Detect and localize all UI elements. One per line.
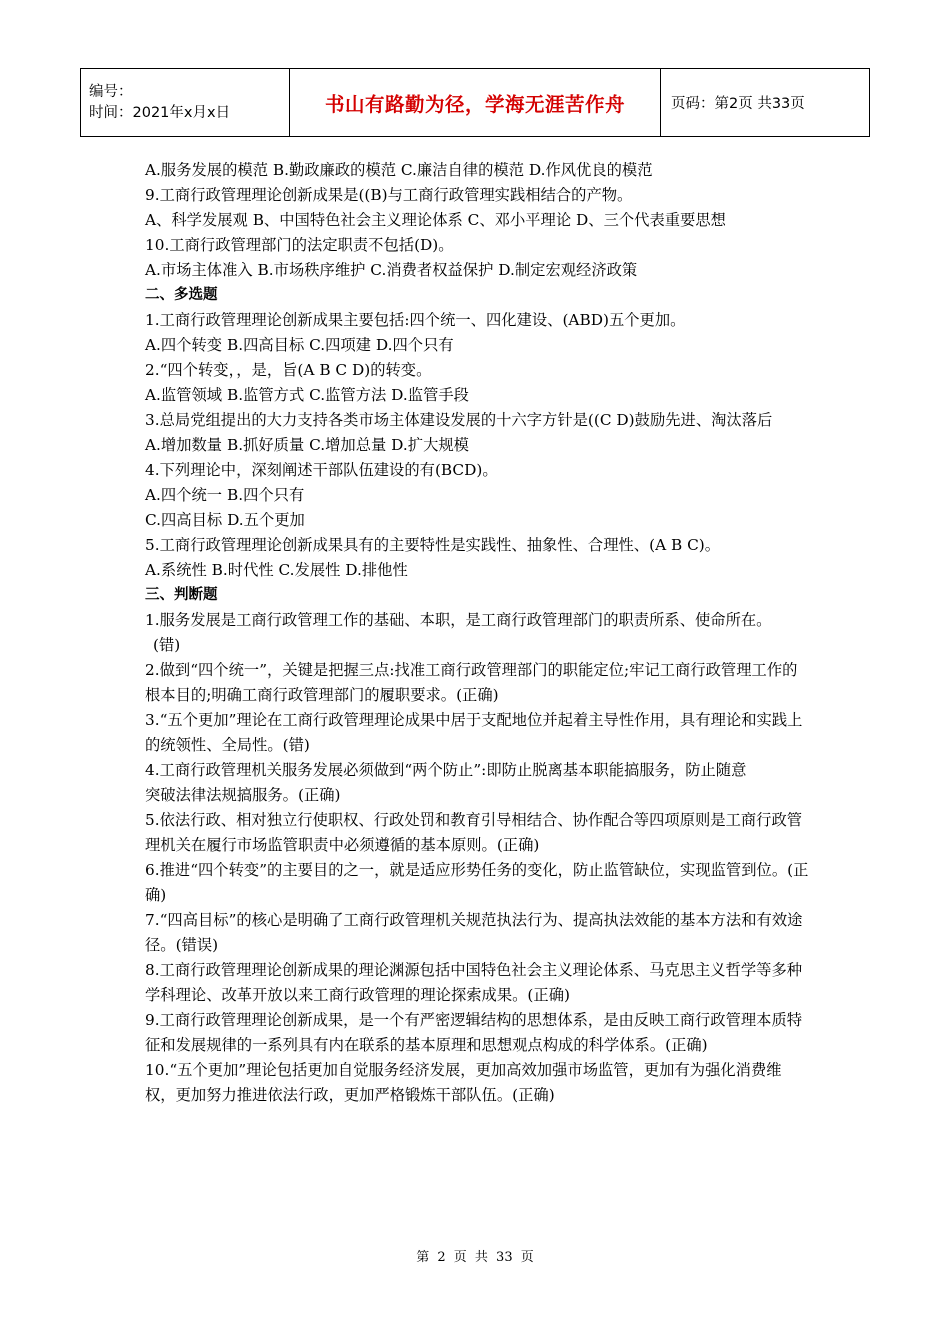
text-line: 3.总局党组提出的大力支持各类市场主体建设发展的十六字方针是((C D)鼓励先进、淘汰落后 — [145, 411, 773, 429]
number-label: 编号： — [89, 83, 133, 100]
text-line: 突破法律法规搞服务。(正确) — [145, 786, 341, 804]
text-line: 1.工商行政管理理论创新成果主要包括:四个统一、四化建设、(ABD)五个更加。 — [145, 311, 686, 329]
document-header — [80, 68, 870, 137]
text-line: 9.工商行政管理理论创新成果，是一个有严密逻辑结构的思想体系，是由反映工商行政管理本质特征和发展规律的一系列具有内在联系的基本原理和思想观点构成的科学体系。(正确) — [145, 1011, 803, 1054]
time-label: 时间：2021年x月x日 — [89, 104, 231, 121]
header-motto: 书山有路勤为径，学海无涯苦作舟 — [290, 69, 661, 137]
text-line: A.四个转变 B.四高目标 C.四项建 D.四个只有 — [145, 336, 454, 354]
page-footer: 第 2 页 共 33 页 — [416, 1250, 534, 1265]
header-meta — [81, 69, 290, 137]
text-line: 7.“四高目标”的核心是明确了工商行政管理机关规范执法行为、提高执法效能的基本方法和有效途径。(错误) — [145, 911, 803, 954]
text-line: 9.工商行政管理理论创新成果是((B)与工商行政管理实践相结合的产物。 — [145, 186, 633, 204]
text-line: 4.下列理论中，深刻阐述干部队伍建设的有(BCD)。 — [145, 461, 498, 479]
text-line: 3.“五个更加”理论在工商行政管理理论成果中居于支配地位并起着主导性作用，具有理论和实践上的统领性、全局性。(错) — [145, 711, 803, 754]
text-line: A.市场主体准入 B.市场秩序维护 C.消费者权益保护 D.制定宏观经济政策 — [145, 261, 638, 279]
text-line: 5.依法行政、相对独立行使职权、行政处罚和教育引导相结合、协作配合等四项原则是工商行政管理机关在履行市场监管职责中必须遵循的基本原则。(正确) — [145, 811, 803, 854]
document-body — [145, 158, 810, 1108]
text-line: (错) — [153, 636, 181, 654]
text-line: A.系统性 B.时代性 C.发展性 D.排他性 — [145, 561, 408, 579]
section-heading: 二、多选题 — [145, 287, 218, 303]
section-heading: 三、判断题 — [145, 587, 218, 603]
text-line: A、科学发展观 B、中国特色社会主义理论体系 C、邓小平理论 D、三个代表重要思想 — [145, 211, 726, 229]
header-page-info: 页码：第2页 共33页 — [661, 69, 870, 137]
text-line: C.四高目标 D.五个更加 — [145, 511, 305, 529]
text-line: 2.做到“四个统一”，关键是把握三点:找准工商行政管理部门的职能定位;牢记工商行政管理工作的根本目的;明确工商行政管理部门的履职要求。(正确) — [145, 661, 798, 704]
text-line: A.服务发展的模范 B.勤政廉政的模范 C.廉洁自律的模范 D.作风优良的模范 — [145, 161, 653, 179]
text-line: 8.工商行政管理理论创新成果的理论渊源包括中国特色社会主义理论体系、马克思主义哲学等多种学科理论、改革开放以来工商行政管理的理论探索成果。(正确) — [145, 961, 803, 1004]
text-line: A.四个统一 B.四个只有 — [145, 486, 305, 504]
text-line: 10.“五个更加”理论包括更加自觉服务经济发展，更加高效加强市场监管，更加有为强化消费维权，更加努力推进依法行政，更加严格锻炼干部队伍。(正确) — [145, 1061, 782, 1104]
text-line: 6.推进“四个转变”的主要目的之一，就是适应形势任务的变化，防止监管缺位，实现监管到位。(正确) — [145, 861, 809, 904]
text-line: A.增加数量 B.抓好质量 C.增加总量 D.扩大规模 — [145, 436, 469, 454]
text-line: 10.工商行政管理部门的法定职责不包括(D)。 — [145, 236, 454, 254]
text-line: 2.“四个转变，，是，旨(A B C D)的转变。 — [145, 361, 432, 379]
text-line: A.监管领域 B.监管方式 C.监管方法 D.监管手段 — [145, 386, 469, 404]
text-line: 1.服务发展是工商行政管理工作的基础、本职，是工商行政管理部门的职责所系、使命所在。 — [145, 611, 772, 629]
text-line: 5.工商行政管理理论创新成果具有的主要特性是实践性、抽象性、合理性、(A B C)。 — [145, 536, 721, 554]
text-line: 4.工商行政管理机关服务发展必须做到“两个防止”:即防止脱离基本职能搞服务，防止随意 — [145, 761, 747, 779]
